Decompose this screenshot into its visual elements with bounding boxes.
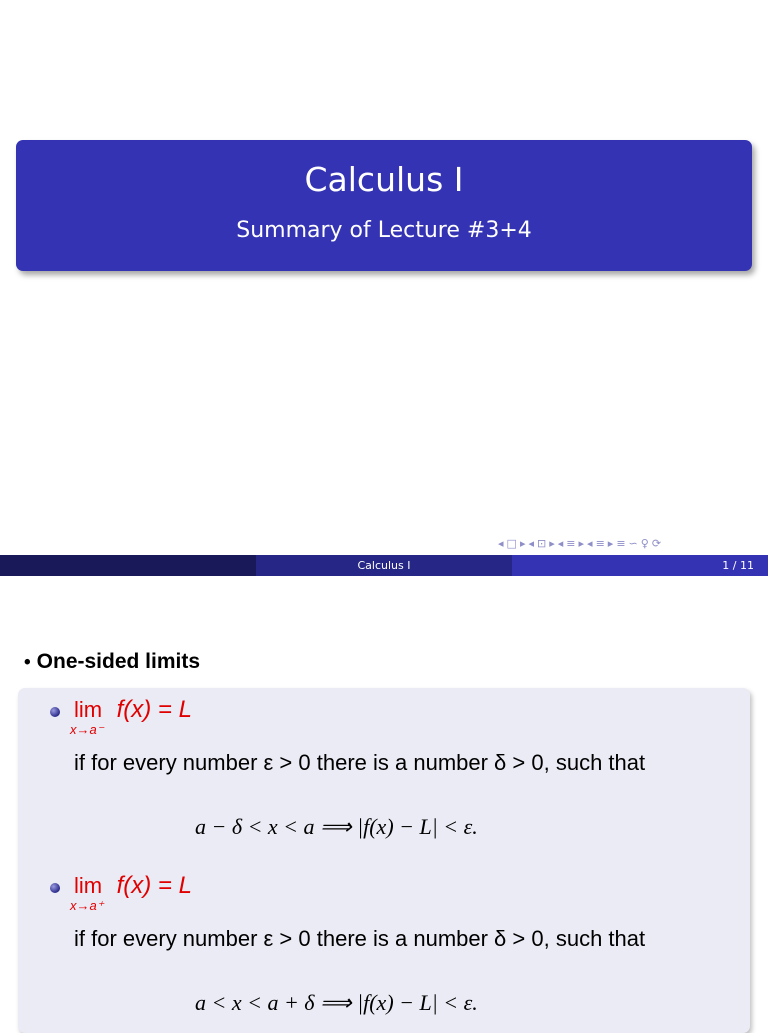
lim-subscript: x→a⁺ (70, 898, 104, 913)
nav-toc-icon[interactable]: ≡ (616, 536, 626, 550)
nav-next-section-icon[interactable]: ▸ (578, 536, 585, 550)
nav-frame-icon[interactable]: □ (506, 536, 517, 550)
nav-prev-subsection-icon[interactable]: ◂ (528, 536, 534, 550)
slide-footer (0, 555, 768, 576)
nav-forward-icon[interactable]: ⟳ (651, 536, 662, 550)
heading-text: One-sided limits (36, 650, 201, 673)
section-heading (24, 650, 200, 674)
nav-prev-section-icon[interactable]: ◂ (557, 536, 564, 550)
nav-back-icon[interactable]: ∽ (628, 536, 638, 550)
nav-part-icon[interactable]: ≡ (595, 536, 605, 550)
nav-subsection-icon[interactable]: ⊡ (537, 536, 547, 550)
beamer-navigation-bar (498, 534, 763, 552)
footer-title: Calculus I (256, 555, 512, 576)
footer-left (0, 555, 256, 576)
lim-function: f(x) = L (116, 872, 192, 899)
title-box (16, 140, 752, 271)
condition-text: if for every number ε > 0 there is a number δ > 0, such that (74, 926, 646, 951)
bullet-ball-icon (50, 883, 60, 893)
lim-subscript: x→a⁻ (70, 722, 104, 737)
nav-next-part-icon[interactable]: ▸ (607, 536, 614, 550)
definition-block (18, 688, 750, 1033)
nav-prev-part-icon[interactable]: ◂ (587, 536, 593, 550)
limit-right-expression (70, 872, 192, 913)
lim-function: f(x) = L (116, 696, 192, 723)
nav-next-frame-icon[interactable]: ▸ (519, 536, 526, 550)
slide-subtitle: Summary of Lecture #3+4 (236, 218, 532, 243)
nav-section-icon[interactable]: ≡ (566, 536, 576, 550)
slide-title: Calculus I (304, 160, 464, 199)
footer-page-number: 1 / 11 (512, 555, 768, 576)
lim-word: lim (74, 697, 103, 722)
implication-right: a < x < a + δ ⟹ |f(x) − L| < ε. (195, 990, 478, 1015)
bullet-ball-icon (50, 707, 60, 717)
condition-text: if for every number ε > 0 there is a number δ > 0, such that (74, 750, 646, 775)
lim-word: lim (74, 873, 103, 898)
nav-search-icon[interactable]: ♀ (640, 536, 649, 550)
heading-bullet: • (24, 652, 31, 673)
slide-2 (0, 576, 768, 1024)
nav-next-subsection-icon[interactable]: ▸ (549, 536, 555, 550)
implication-left: a − δ < x < a ⟹ |f(x) − L| < ε. (195, 814, 478, 839)
nav-prev-frame-icon[interactable]: ◂ (498, 536, 504, 550)
limit-left-expression (70, 696, 192, 737)
